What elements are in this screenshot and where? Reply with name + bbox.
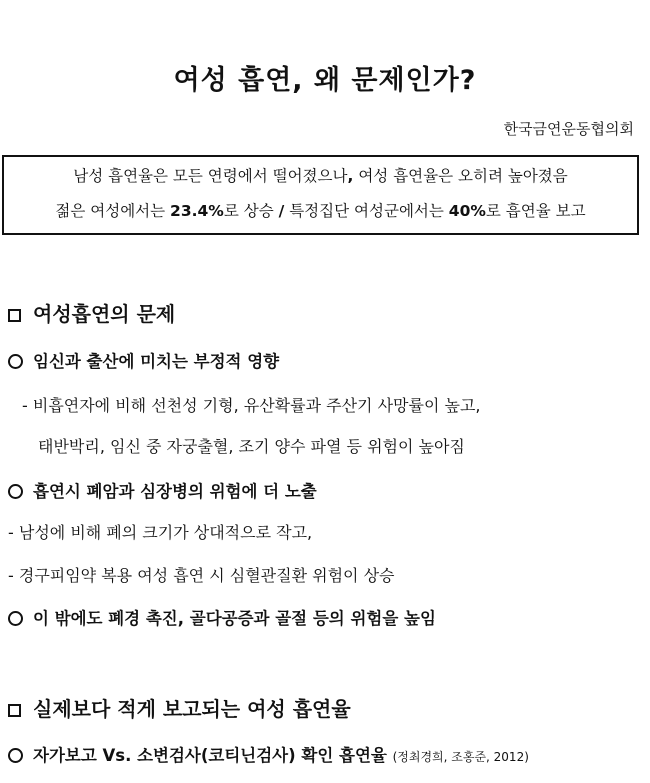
- summary-text: 여성 흡연율은 오히려 높아졌음: [353, 167, 568, 185]
- section-heading-underreported-rate: [8, 693, 351, 722]
- circle-bullet-icon: [8, 748, 23, 763]
- summary-emphasis: /: [278, 202, 285, 220]
- organization-name: 한국금연운동협의회: [503, 120, 634, 138]
- circle-bullet-icon: [8, 484, 23, 499]
- square-bullet-icon: [8, 309, 21, 322]
- citation-text: (정최경희, 조홍준, 2012): [392, 750, 529, 764]
- summary-text: 로 흡연율 보고: [485, 202, 586, 220]
- section-heading-text: 실제보다 적게 보고되는 여성 흡연율: [33, 697, 351, 721]
- circle-bullet-icon: [8, 611, 23, 626]
- summary-text: 젊은 여성에서는: [55, 202, 171, 220]
- detail-line: - 남성에 비해 폐의 크기가 상대적으로 작고,: [8, 523, 313, 542]
- bullet-lung-heart-risk: [8, 478, 317, 502]
- bullet-pregnancy-effects: [8, 348, 279, 372]
- section-heading-women-smoking-problem: [8, 298, 175, 327]
- detail-line: - 비흡연자에 비해 선천성 기형, 유산확률과 주산기 사망률이 높고,: [22, 396, 481, 415]
- detail-line: - 경구피임약 복용 여성 흡연 시 심혈관질환 위험이 상승: [8, 566, 395, 585]
- summary-emphasis: ,: [347, 167, 354, 185]
- bullet-heading-text: 임신과 출산에 미치는 부정적 영향: [33, 352, 280, 371]
- summary-text: 로 상승: [223, 202, 279, 220]
- summary-line-1: [4, 164, 637, 186]
- section-heading-text: 여성흡연의 문제: [33, 302, 176, 326]
- bullet-heading-text: 흡연시 폐암과 심장병의 위험에 더 노출: [33, 482, 317, 501]
- summary-percent-specific-group: 40%: [448, 202, 486, 220]
- detail-line: 태반박리, 임신 중 자궁출혈, 조기 양수 파열 등 위험이 높아짐: [38, 437, 465, 456]
- bullet-heading-text: 자가보고 Vs. 소변검사(코티닌검사) 확인 흡연율: [33, 746, 387, 765]
- bullet-other-risks: [8, 605, 436, 629]
- square-bullet-icon: [8, 704, 21, 717]
- summary-text: 남성 흡연율은 모든 연령에서 떨어졌으나: [73, 167, 348, 185]
- bullet-self-report-vs-urine-test: [8, 742, 529, 766]
- summary-text: 특정집단 여성군에서는: [284, 202, 449, 220]
- circle-bullet-icon: [8, 354, 23, 369]
- document-title: 여성 흡연, 왜 문제인가?: [173, 65, 477, 96]
- summary-line-2: [4, 199, 637, 221]
- bullet-heading-text: 이 밖에도 폐경 촉진, 골다공증과 골절 등의 위험을 높임: [33, 609, 436, 628]
- summary-box: [2, 155, 639, 235]
- summary-percent-young-women: 23.4%: [170, 202, 224, 220]
